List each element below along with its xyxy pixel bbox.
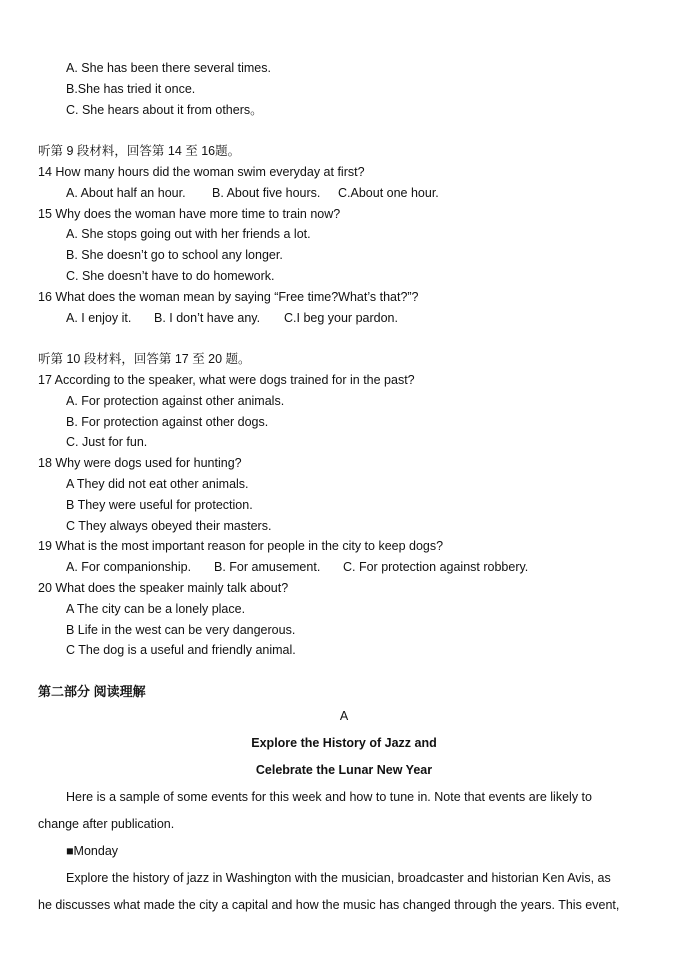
q18-option-b: B They were useful for protection. [66,498,253,512]
q17-question: 17 According to the speaker, what were dogs trained for in the past? [38,373,415,387]
q20-option-a: A The city can be a lonely place. [66,602,246,616]
q17-option-b: B. For protection against other dogs. [66,415,269,429]
q15-question: 15 Why does the woman have more time to train now? [38,207,341,221]
q14-option-a: A. About half an hour. [66,186,186,200]
q18-question: 18 Why were dogs used for hunting? [38,456,242,470]
q16-options [66,310,398,326]
q19-question: 19 What is the most important reason for people in the city to keep dogs? [38,539,444,553]
q18-option-a: A They did not eat other animals. [66,477,249,491]
q17-option-c: C. Just for fun. [66,435,148,449]
q14-option-c: C.About one hour. [338,186,439,200]
q19-options [66,559,528,575]
q16-option-c: C.I beg your pardon. [284,311,398,325]
q20-option-b: B Life in the west can be very dangerous. [66,623,296,637]
monday-para-line-2: he discusses what made the city a capital and how the music has changed through the years. This event, [38,898,620,912]
q19-option-a: A. For companionship. [66,560,192,574]
part-2-header: 第二部分 阅读理解 [38,684,146,699]
monday-heading: ■Monday [66,844,119,858]
q14-option-b: B. About five hours. [212,186,321,200]
q20-question: 20 What does the speaker mainly talk about? [38,581,289,595]
q19-option-c: C. For protection against robbery. [343,560,529,574]
section-9-header: 听第 9 段材料，回答第 14 至 16题。 [38,144,241,158]
monday-para-line-1: Explore the history of jazz in Washington with the musician, broadcaster and historian Ken Avis, as [66,871,611,885]
q15-option-c: C. She doesn’t have to do homework. [66,269,275,283]
q13-option-a: A. She has been there several times. [66,61,271,75]
passage-letter: A [339,709,349,723]
q19-option-b: B. For amusement. [214,560,321,574]
q14-options [66,185,439,201]
q17-option-a: A. For protection against other animals. [66,394,285,408]
q16-question: 16 What does the woman mean by saying “Free time?What’s that?”? [38,290,419,304]
q14-question: 14 How many hours did the woman swim everyday at first? [38,165,365,179]
q15-option-a: A. She stops going out with her friends a lot. [66,227,311,241]
passage-title-line-2: Celebrate the Lunar New Year [255,763,433,777]
intro-line-1: Here is a sample of some events for this week and how to tune in. Note that events are likely to [66,790,592,804]
q20-option-c: C The dog is a useful and friendly animal. [66,643,296,657]
q15-option-b: B. She doesn’t go to school any longer. [66,248,283,262]
q13-option-b: B.She has tried it once. [66,82,196,96]
q18-option-c: C They always obeyed their masters. [66,519,272,533]
section-10-header: 听第 10 段材料，回答第 17 至 20 题。 [38,352,251,366]
passage-title-line-1: Explore the History of Jazz and [251,736,437,750]
q13-option-c: C. She hears about it from others。 [66,103,263,117]
q16-option-b: B. I don’t have any. [154,311,261,325]
q16-option-a: A. I enjoy it. [66,311,132,325]
intro-line-2: change after publication. [38,817,175,831]
